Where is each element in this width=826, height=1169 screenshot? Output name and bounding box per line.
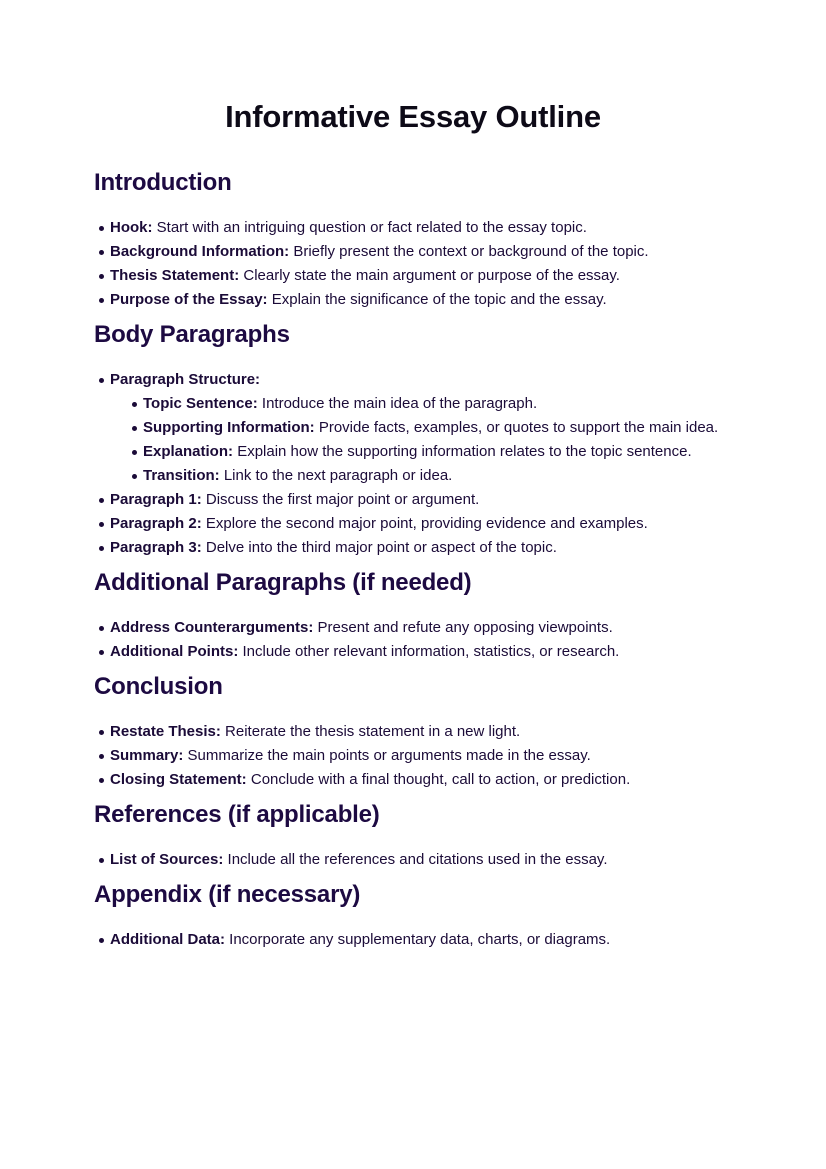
outline-body	[94, 168, 732, 950]
list-item	[94, 217, 732, 238]
document-title: Informative Essay Outline	[225, 99, 601, 134]
item-text: Include all the references and citations used in the essay.	[227, 851, 608, 868]
item-label: Thesis Statement:	[110, 267, 240, 284]
item-label: Hook:	[110, 219, 153, 236]
list-item	[94, 537, 732, 558]
list-item	[94, 289, 732, 310]
section-heading: Body Paragraphs	[94, 321, 290, 348]
outline-section	[94, 168, 732, 310]
section-heading: References (if applicable)	[94, 801, 380, 828]
outline-section	[94, 880, 732, 950]
list-item	[94, 641, 732, 662]
outline-section	[94, 320, 732, 558]
item-label: Background Information:	[110, 243, 290, 260]
item-label: Supporting Information:	[143, 419, 315, 436]
item-label: Additional Points:	[110, 643, 239, 660]
item-text: Conclude with a final thought, call to action, or prediction.	[250, 771, 631, 788]
item-label: Closing Statement:	[110, 771, 247, 788]
item-text: Provide facts, examples, or quotes to support the main idea.	[318, 419, 719, 436]
item-text: Discuss the first major point or argument.	[205, 491, 480, 508]
list-item	[94, 513, 732, 534]
section-list	[94, 929, 732, 950]
item-label: Explanation:	[143, 443, 234, 460]
item-label: List of Sources:	[110, 851, 224, 868]
list-item	[94, 489, 732, 510]
section-heading: Appendix (if necessary)	[94, 881, 361, 908]
item-text: Delve into the third major point or aspect of the topic.	[205, 539, 557, 556]
item-text: Explain the significance of the topic and the essay.	[271, 291, 607, 308]
item-label: Paragraph 2:	[110, 515, 202, 532]
item-label: Paragraph Structure:	[110, 371, 261, 388]
list-item	[94, 721, 732, 742]
sub-list-item	[127, 417, 732, 438]
item-text: Introduce the main idea of the paragraph.	[261, 395, 538, 412]
section-list	[94, 617, 732, 662]
sub-list	[110, 393, 732, 486]
item-label: Summary:	[110, 747, 184, 764]
sub-list-item	[127, 465, 732, 486]
item-text: Start with an intriguing question or fact related to the essay topic.	[156, 219, 587, 236]
item-text: Include other relevant information, statistics, or research.	[242, 643, 620, 660]
item-text: Present and refute any opposing viewpoints.	[317, 619, 613, 636]
item-label: Paragraph 3:	[110, 539, 202, 556]
section-list	[94, 369, 732, 558]
list-item	[94, 849, 732, 870]
sub-list-item	[127, 441, 732, 462]
sub-list-item	[127, 393, 732, 414]
outline-section	[94, 800, 732, 870]
list-item	[94, 745, 732, 766]
list-item	[94, 617, 732, 638]
item-text: Reiterate the thesis statement in a new light.	[225, 723, 521, 740]
item-text: Incorporate any supplementary data, charts, or diagrams.	[229, 931, 611, 948]
item-text: Explain how the supporting information relates to the topic sentence.	[237, 443, 692, 460]
list-item	[94, 265, 732, 286]
section-list	[94, 721, 732, 790]
list-item	[94, 369, 732, 486]
section-heading: Conclusion	[94, 673, 223, 700]
item-label: Purpose of the Essay:	[110, 291, 268, 308]
outline-section	[94, 672, 732, 790]
item-text: Briefly present the context or background of the topic.	[293, 243, 649, 260]
item-label: Address Counterarguments:	[110, 619, 314, 636]
item-text: Clearly state the main argument or purpose of the essay.	[243, 267, 620, 284]
item-label: Paragraph 1:	[110, 491, 202, 508]
item-text: Link to the next paragraph or idea.	[223, 467, 453, 484]
section-heading: Additional Paragraphs (if needed)	[94, 569, 472, 596]
list-item	[94, 929, 732, 950]
section-list	[94, 217, 732, 310]
section-list	[94, 849, 732, 870]
item-label: Additional Data:	[110, 931, 225, 948]
outline-section	[94, 568, 732, 662]
list-item	[94, 241, 732, 262]
list-item	[94, 769, 732, 790]
item-label: Transition:	[143, 467, 220, 484]
item-label: Restate Thesis:	[110, 723, 221, 740]
section-heading: Introduction	[94, 169, 232, 196]
item-label: Topic Sentence:	[143, 395, 258, 412]
item-text: Explore the second major point, providing evidence and examples.	[205, 515, 648, 532]
item-text: Summarize the main points or arguments made in the essay.	[187, 747, 591, 764]
